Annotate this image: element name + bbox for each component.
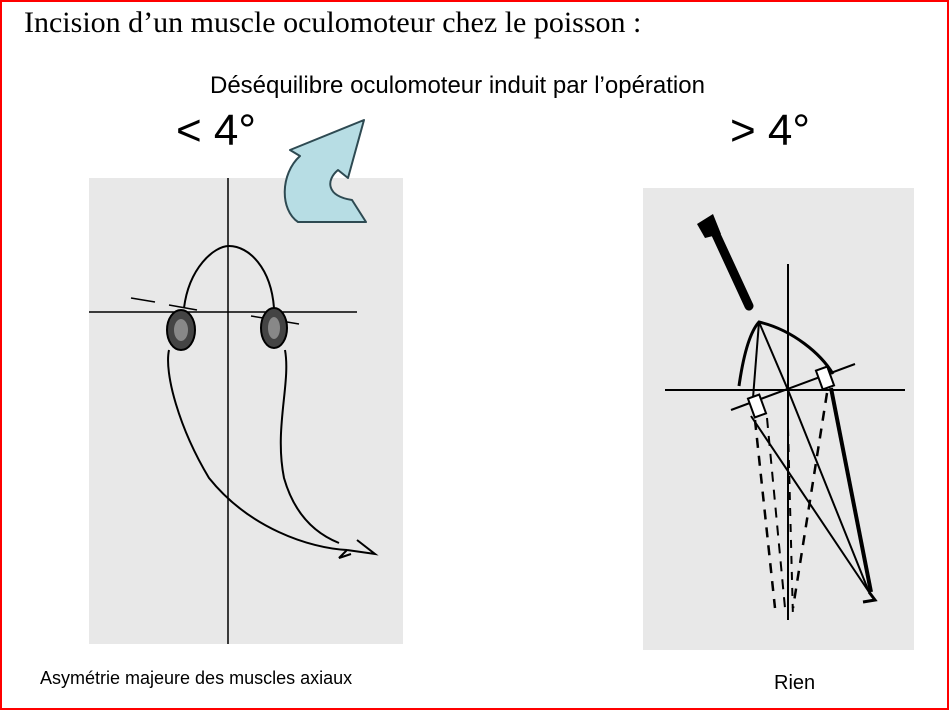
caption-left: Asymétrie majeure des muscles axiaux: [40, 668, 353, 688]
angle-left-label: < 4°: [176, 106, 256, 155]
left-fish-drawing: [89, 178, 403, 644]
right-fish-drawing: [643, 188, 914, 650]
angle-right-label: > 4°: [730, 106, 810, 155]
slide-subtitle: Déséquilibre oculomoteur induit par l’opération: [210, 72, 705, 99]
curved-arrow-icon: [276, 116, 376, 226]
slide-title: Incision d’un muscle oculomoteur chez le poisson :: [24, 6, 642, 39]
caption-right: Rien: [774, 672, 816, 694]
